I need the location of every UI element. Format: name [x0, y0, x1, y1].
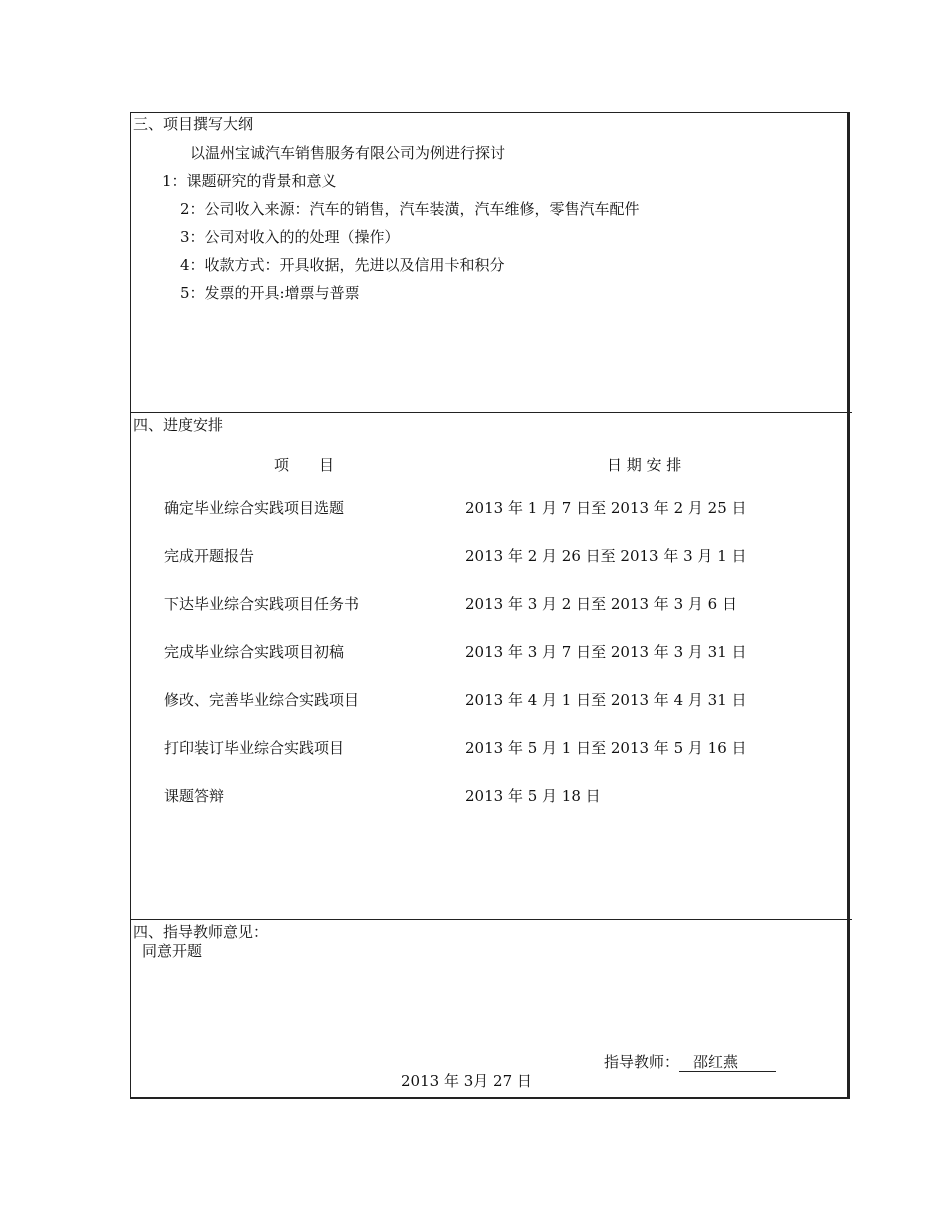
schedule-item: 完成开题报告	[164, 547, 255, 565]
schedule-date: 2013 年 1 月 7 日至 2013 年 2 月 25 日	[465, 499, 747, 517]
schedule-date: 2013 年 3 月 2 日至 2013 年 3 月 6 日	[465, 595, 737, 613]
advisor-opinion-text: 同意开题	[142, 942, 203, 960]
schedule-date: 2013 年 2 月 26 日至 2013 年 3 月 1 日	[465, 547, 747, 565]
column-header-item: 项 目	[274, 456, 335, 474]
outline-item: 1：课题研究的背景和意义	[162, 172, 337, 190]
section-divider	[130, 412, 852, 413]
schedule-item: 课题答辩	[164, 787, 225, 805]
advisor-signature	[604, 1053, 776, 1072]
opinion-date: 2013 年 3月 27 日	[401, 1072, 532, 1090]
schedule-item: 下达毕业综合实践项目任务书	[164, 595, 360, 613]
advisor-opinion-heading: 四、指导教师意见：	[133, 923, 269, 941]
column-header-date: 日 期 安 排	[607, 456, 682, 474]
schedule-item: 完成毕业综合实践项目初稿	[164, 643, 345, 661]
schedule-date: 2013 年 3 月 7 日至 2013 年 3 月 31 日	[465, 643, 747, 661]
schedule-item: 打印装订毕业综合实践项目	[164, 739, 345, 757]
schedule-item: 修改、完善毕业综合实践项目	[164, 691, 360, 709]
section3-intro: 以温州宝诚汽车销售服务有限公司为例进行探讨	[190, 144, 506, 162]
schedule-date: 2013 年 5 月 1 日至 2013 年 5 月 16 日	[465, 739, 747, 757]
section-divider	[130, 919, 852, 920]
schedule-date: 2013 年 4 月 1 日至 2013 年 4 月 31 日	[465, 691, 747, 709]
outline-item: 3：公司对收入的的处理（操作）	[180, 228, 400, 246]
outline-item: 2：公司收入来源：汽车的销售，汽车装潢，汽车维修，零售汽车配件	[180, 200, 640, 218]
advisor-name: 邵红燕	[679, 1053, 776, 1072]
section3-heading: 三、项目撰写大纲	[133, 115, 254, 133]
outline-item: 5：发票的开具:增票与普票	[180, 284, 360, 302]
advisor-label: 指导教师：	[604, 1053, 680, 1071]
schedule-date: 2013 年 5 月 18 日	[465, 787, 601, 805]
section4-heading: 四、进度安排	[133, 416, 224, 434]
schedule-item: 确定毕业综合实践项目选题	[164, 499, 345, 517]
outline-item: 4：收款方式：开具收据，先进以及信用卡和积分	[180, 256, 505, 274]
